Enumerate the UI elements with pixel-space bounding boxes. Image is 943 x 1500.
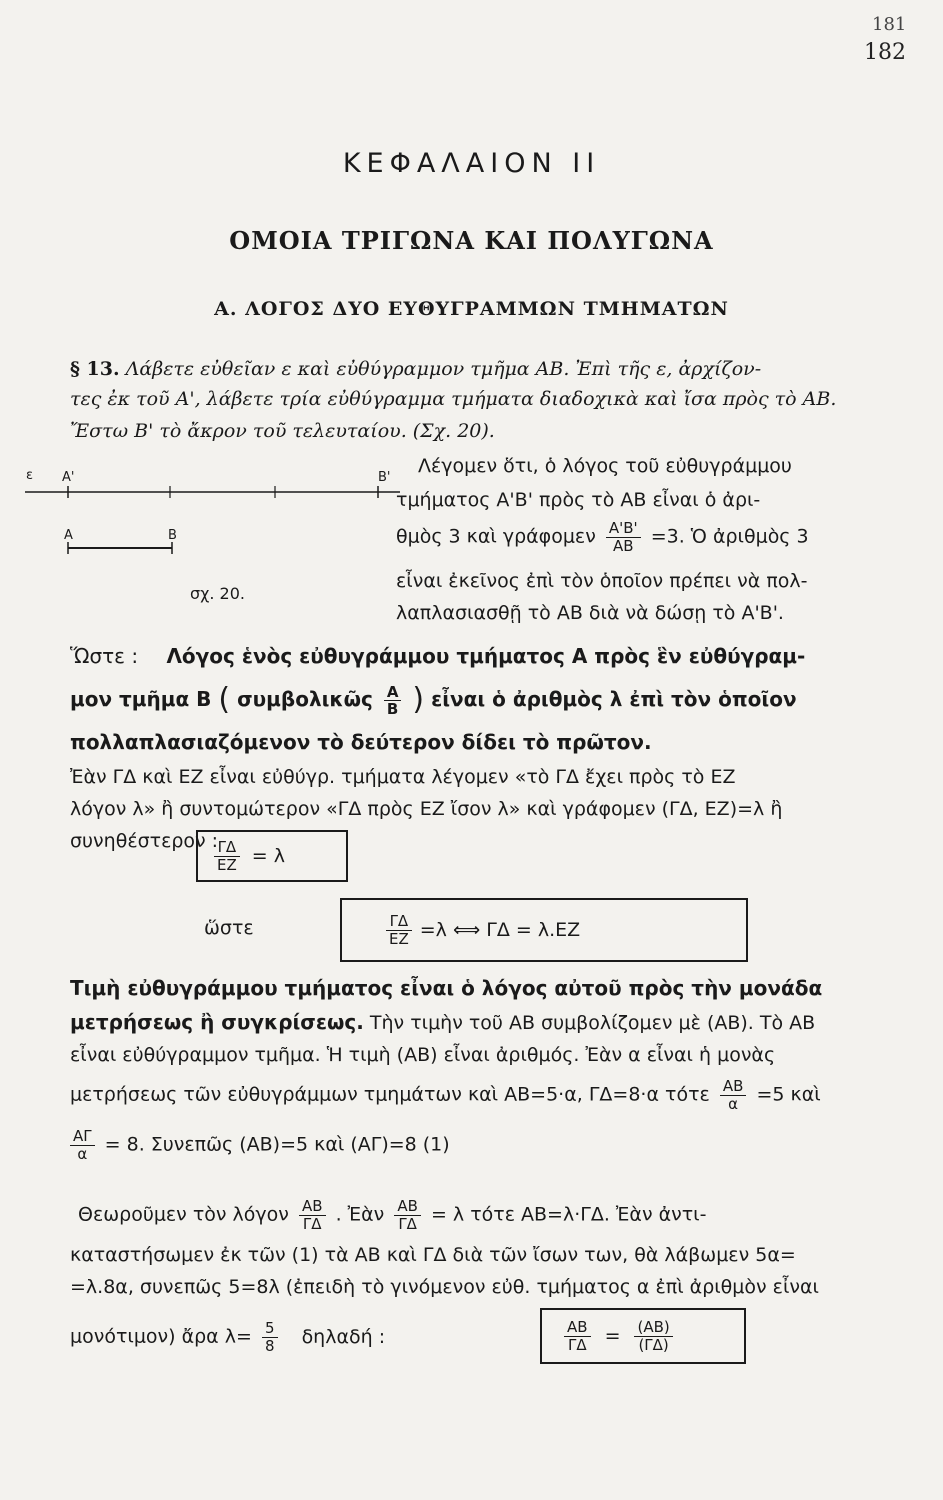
section-heading: Α. ΛΟΓΟΣ ΔΥΟ ΕΥΘΥΓΡΑΜΜΩΝ ΤΜΗΜΑΤΩΝ bbox=[214, 298, 729, 320]
value-line2 bbox=[70, 1010, 890, 1034]
fraction-denominator: 8 bbox=[264, 1336, 275, 1355]
final-text4a: μονότιμον) ἄρα λ= bbox=[70, 1325, 252, 1348]
right-text-2: τμήματος Α'Β' πρὸς τὸ ΑΒ εἶναι ὁ ἀρι- bbox=[396, 489, 761, 511]
fraction-denominator: α bbox=[77, 1144, 88, 1163]
fraction-denominator: (ΓΔ) bbox=[638, 1335, 669, 1354]
right-text-3 bbox=[396, 520, 896, 554]
final-line3: =λ.8α, συνεπῶς 5=8λ (ἐπειδὴ τὸ γινόμενον εὐθ. τμήματος α ἐπὶ ἀριθμὸν εἶναι bbox=[70, 1276, 819, 1298]
fraction-numerator: ΓΔ bbox=[386, 913, 412, 931]
fraction-denominator: ΕΖ bbox=[217, 855, 237, 874]
fraction-a-b bbox=[384, 684, 402, 718]
value-line3: εἶναι εὐθύγραμμον τμῆμα. Ἡ τιμὴ (ΑΒ) εἶναι ἀριθμός. Ἐὰν α εἶναι ἡ μονὰς bbox=[70, 1044, 776, 1066]
fraction-apbp-ab bbox=[606, 520, 641, 554]
para2-line2: λόγον λ» ἢ συντομώτερον «ΓΔ πρὸς ΕΖ ἴσον λ» καὶ γράφομεν (ΓΔ, ΕΖ)=λ ἢ bbox=[70, 798, 783, 820]
fraction-numerator: Α bbox=[384, 684, 402, 702]
fraction-numerator: ΑΒ bbox=[394, 1198, 421, 1216]
fraction-denominator: α bbox=[728, 1094, 739, 1113]
final-text1b: . Ἐὰν bbox=[335, 1203, 385, 1226]
value-text5b: = 8. Συνεπῶς (ΑΒ)=5 καὶ (ΑΓ)=8 (1) bbox=[104, 1133, 450, 1156]
formula-rhs: =λ ⟺ ΓΔ = λ.ΕΖ bbox=[419, 919, 581, 941]
page-number: 182 bbox=[864, 40, 906, 65]
value-line1: Τιμὴ εὐθυγράμμου τμήματος εἶναι ὁ λόγος αὐτοῦ πρὸς τὴν μονάδα bbox=[70, 976, 823, 1000]
definition-line2 bbox=[70, 682, 890, 718]
par13-text1: Λάβετε εὐθεῖαν ε καὶ εὐθύγραμμον τμῆμα ΑΒ. Ἐπὶ τῆς ε, ἀρχίζον- bbox=[125, 358, 762, 380]
final-line4 bbox=[70, 1320, 890, 1354]
so-word: ὥστε bbox=[204, 917, 254, 939]
final-text1a: Θεωροῦμεν τὸν λόγον bbox=[78, 1203, 289, 1226]
definition-text2c: εἶναι ὁ ἀριθμὸς λ ἐπὶ τὸν ὁποῖον bbox=[431, 687, 797, 711]
definition-text2a: μον τμῆμα Β bbox=[70, 687, 212, 711]
para2-line1: Ἐὰν ΓΔ καὶ ΕΖ εἶναι εὐθύγρ. τμήματα λέγομεν «τὸ ΓΔ ἔχει πρὸς τὸ ΕΖ bbox=[70, 766, 736, 788]
label-b-prime: Β' bbox=[378, 470, 391, 485]
label-b: Β bbox=[168, 528, 177, 543]
right-text-1: Λέγομεν ὅτι, ὁ λόγος τοῦ εὐθυγράμμου bbox=[418, 455, 792, 477]
par13-line1 bbox=[70, 358, 890, 380]
definition-text1: Λόγος ἑνὸς εὐθυγράμμου τμήματος Α πρὸς ἓν εὐθύγραμ- bbox=[166, 644, 806, 668]
value-text4a: μετρήσεως τῶν εὐθυγράμμων τμημάτων καὶ ΑΒ=5·α, ΓΔ=8·α τότε bbox=[70, 1083, 710, 1106]
label-e: ε bbox=[26, 468, 34, 483]
para2-line3: συνηθέστερον : bbox=[70, 830, 219, 852]
right-text-4: εἶναι ἐκεῖνος ἐπὶ τὸν ὁποῖον πρέπει νὰ πολ- bbox=[396, 570, 808, 592]
fraction-numerator: Α'Β' bbox=[606, 520, 641, 538]
paren-open: ( bbox=[218, 682, 231, 717]
formula-box-2 bbox=[340, 898, 748, 962]
fraction-denominator: ΓΔ bbox=[302, 1214, 322, 1233]
label-a-prime: Α' bbox=[62, 470, 75, 485]
fraction-denominator: ΓΔ bbox=[398, 1214, 417, 1233]
definition-text2b: συμβολικῶς bbox=[237, 687, 373, 711]
fraction-numerator: ΑΒ bbox=[299, 1198, 326, 1216]
fraction-val-ab-gd bbox=[634, 1319, 672, 1353]
paragraph-number: § 13. bbox=[70, 358, 120, 380]
par13-line2: τες ἐκ τοῦ Α', λάβετε τρία εὐθύγραμμα τμήματα διαδοχικὰ καὶ ἴσα πρὸς τὸ ΑΒ. bbox=[70, 388, 837, 410]
definition-line1 bbox=[70, 644, 890, 668]
final-line2: καταστήσωμεν ἐκ τῶν (1) τὰ ΑΒ καὶ ΓΔ διὰ τῶν ἴσων των, θὰ λάβωμεν 5α= bbox=[70, 1244, 796, 1266]
fraction-gd-ez bbox=[214, 839, 240, 873]
fraction-numerator: ΓΔ bbox=[214, 839, 240, 857]
fraction-denominator: ΑΒ bbox=[612, 536, 634, 555]
value-line4 bbox=[70, 1078, 890, 1112]
formula-box-1 bbox=[196, 830, 348, 882]
value-text2b: Τὴν τιμὴν τοῦ ΑΒ συμβολίζομεν μὲ (ΑΒ). Τὸ ΑΒ bbox=[369, 1012, 816, 1034]
right-text-5: λαπλασιασθῇ τὸ ΑΒ διὰ νὰ δώσῃ τὸ Α'Β'. bbox=[396, 602, 784, 624]
final-text4b: δηλαδή : bbox=[301, 1325, 386, 1348]
label-a: Α bbox=[64, 528, 73, 543]
right-text-3b: =3. Ὁ ἀριθμὸς 3 bbox=[650, 525, 809, 548]
equals-sign: = bbox=[604, 1325, 621, 1347]
chapter-heading: ΚΕΦΑΛΑΙΟΝ ΙΙ bbox=[342, 148, 601, 179]
fraction-numerator: ΑΒ bbox=[564, 1319, 591, 1337]
value-text2a: μετρήσεως ἢ συγκρίσεως. bbox=[70, 1010, 364, 1034]
fraction-numerator: ΑΒ bbox=[720, 1078, 747, 1096]
page-number-top: 181 bbox=[872, 14, 907, 35]
right-text-3a: θμὸς 3 καὶ γράφομεν bbox=[396, 525, 596, 548]
fraction-denominator: ΕΖ bbox=[389, 929, 409, 948]
fraction-5-8 bbox=[262, 1320, 278, 1354]
fraction-ab-gd-3 bbox=[564, 1319, 591, 1353]
fraction-denominator: Β bbox=[386, 700, 399, 718]
fraction-ab-gd-2 bbox=[394, 1198, 421, 1232]
formula-rhs: = λ bbox=[251, 845, 285, 867]
definition-line3: πολλαπλασιαζόμενον τὸ δεύτερον δίδει τὸ πρῶτον. bbox=[70, 730, 652, 754]
fraction-ab-a bbox=[720, 1078, 747, 1112]
fraction-numerator: ΑΓ bbox=[70, 1128, 95, 1146]
fraction-denominator: ΓΔ bbox=[567, 1335, 587, 1354]
fraction-numerator: 5 bbox=[262, 1320, 278, 1338]
final-text1c: = λ τότε ΑΒ=λ·ΓΔ. Ἐὰν ἀντι- bbox=[430, 1203, 707, 1226]
final-line1 bbox=[78, 1198, 898, 1232]
figure-caption: σχ. 20. bbox=[190, 584, 245, 603]
fraction-ab-gd bbox=[299, 1198, 326, 1232]
formula-box-3 bbox=[540, 1308, 746, 1364]
fraction-gd-ez bbox=[386, 913, 412, 947]
definition-lead: Ὥστε : bbox=[70, 644, 139, 668]
value-line5 bbox=[70, 1128, 890, 1162]
paren-close: ) bbox=[412, 682, 425, 717]
fraction-ag-a bbox=[70, 1128, 95, 1162]
page-title: ΟΜΟΙΑ ΤΡΙΓΩΝΑ ΚΑΙ ΠΟΛΥΓΩΝΑ bbox=[229, 226, 714, 255]
fraction-numerator: (ΑΒ) bbox=[634, 1319, 672, 1337]
par13-line3: Ἔστω Β' τὸ ἄκρον τοῦ τελευταίου. (Σχ. 20). bbox=[70, 420, 495, 442]
value-text4b: =5 καὶ bbox=[756, 1083, 821, 1106]
